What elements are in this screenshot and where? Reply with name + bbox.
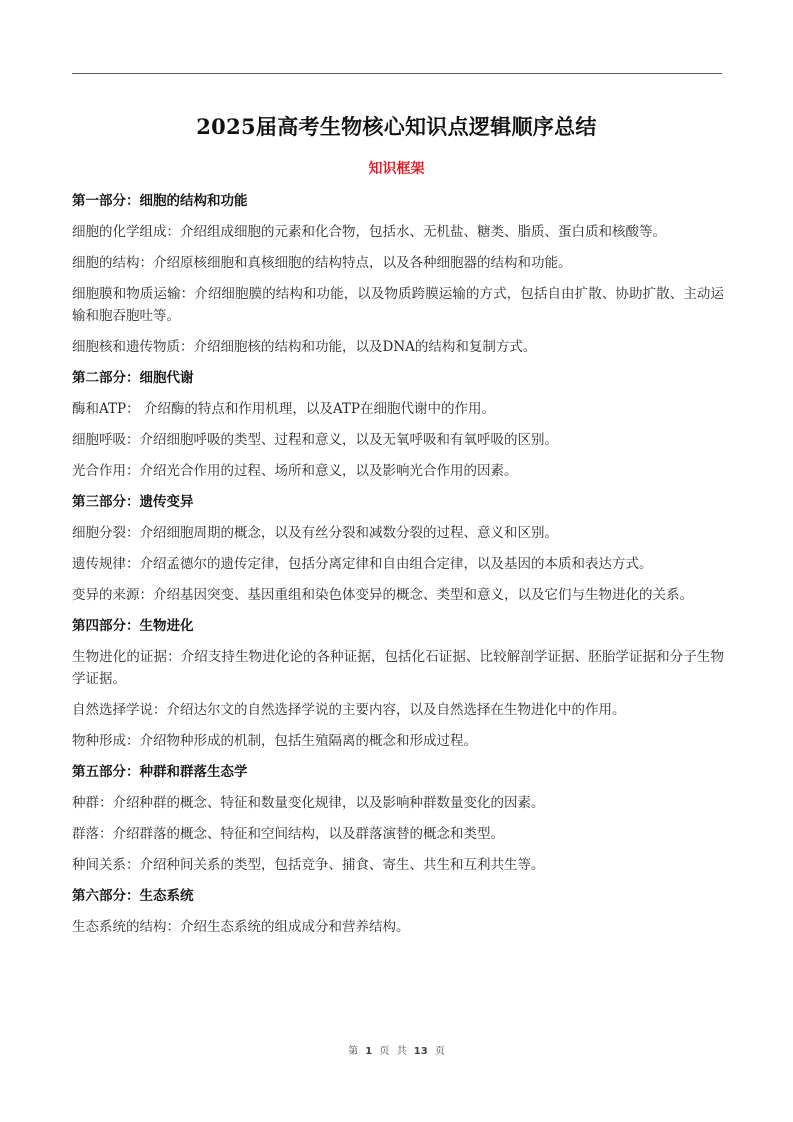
section-heading: 第一部分：细胞的结构和功能 — [72, 193, 248, 209]
header-rule — [72, 73, 722, 74]
list-item: 酶和ATP： 介绍酶的特点和作用机理，以及ATP在细胞代谢中的作用。 — [72, 401, 495, 417]
list-item: 自然选择学说：介绍达尔文的自然选择学说的主要内容，以及自然选择在生物进化中的作用。 — [72, 702, 626, 718]
list-item: 生物进化的证据：介绍支持生物进化论的各种证据，包括化石证据、比较解剖学证据、胚胎学证据和分子生物学证据。 — [72, 649, 724, 687]
total-pages-number: 13 — [413, 1046, 428, 1057]
section-3 — [72, 491, 724, 606]
list-item: 变异的来源：介绍基因突变、基因重组和染色体变异的概念、类型和意义，以及它们与生物进化的关系。 — [72, 587, 693, 603]
current-page-number: 1 — [365, 1046, 373, 1057]
list-item: 群落：介绍群落的概念、特征和空间结构，以及群落演替的概念和类型。 — [72, 826, 504, 842]
list-item: 物种形成：介绍物种形成的机制，包括生殖隔离的概念和形成过程。 — [72, 733, 477, 749]
section-1 — [72, 190, 724, 358]
list-item: 细胞核和遗传物质：介绍细胞核的结构和功能，以及DNA的结构和复制方式。 — [72, 339, 537, 355]
section-heading: 第四部分：生物进化 — [72, 618, 194, 634]
list-item: 生态系统的结构：介绍生态系统的组成成分和营养结构。 — [72, 919, 410, 935]
section-4 — [72, 615, 724, 752]
section-heading: 第二部分：细胞代谢 — [72, 370, 194, 386]
section-2 — [72, 367, 724, 482]
list-item: 光合作用：介绍光合作用的过程、场所和意义，以及影响光合作用的因素。 — [72, 463, 518, 479]
list-item: 细胞的结构：介绍原核细胞和真核细胞的结构特点，以及各种细胞器的结构和功能。 — [72, 255, 572, 271]
list-item: 种间关系：介绍种间关系的类型，包括竞争、捕食、寄生、共生和互利共生等。 — [72, 857, 545, 873]
list-item: 种群：介绍种群的概念、特征和数量变化规律，以及影响种群数量变化的因素。 — [72, 795, 545, 811]
section-heading: 第五部分：种群和群落生态学 — [72, 764, 248, 780]
list-item: 细胞的化学组成：介绍组成细胞的元素和化合物，包括水、无机盐、糖类、脂质、蛋白质和核酸等。 — [72, 224, 666, 240]
footer-prefix: 第 — [348, 1046, 359, 1057]
page-footer — [0, 1042, 793, 1057]
document-body — [72, 190, 724, 947]
list-item: 遗传规律：介绍孟德尔的遗传定律，包括分离定律和自由组合定律，以及基因的本质和表达方式。 — [72, 556, 653, 572]
document-subtitle: 知识框架 — [368, 161, 425, 177]
section-heading: 第三部分：遗传变异 — [72, 494, 194, 510]
list-item: 细胞呼吸：介绍细胞呼吸的类型、过程和意义，以及无氧呼吸和有氧呼吸的区别。 — [72, 432, 558, 448]
list-item: 细胞分裂：介绍细胞周期的概念，以及有丝分裂和减数分裂的过程、意义和区别。 — [72, 525, 558, 541]
list-item: 细胞膜和物质运输：介绍细胞膜的结构和功能，以及物质跨膜运输的方式，包括自由扩散、协助扩散、主动运输和胞吞胞吐等。 — [72, 286, 724, 324]
footer-suffix: 页 — [434, 1046, 445, 1057]
section-6 — [72, 885, 724, 938]
document-title: 2025届高考生物核心知识点逻辑顺序总结 — [196, 114, 597, 139]
section-heading: 第六部分：生态系统 — [72, 888, 194, 904]
footer-middle: 页 共 — [379, 1046, 407, 1057]
section-5 — [72, 761, 724, 876]
